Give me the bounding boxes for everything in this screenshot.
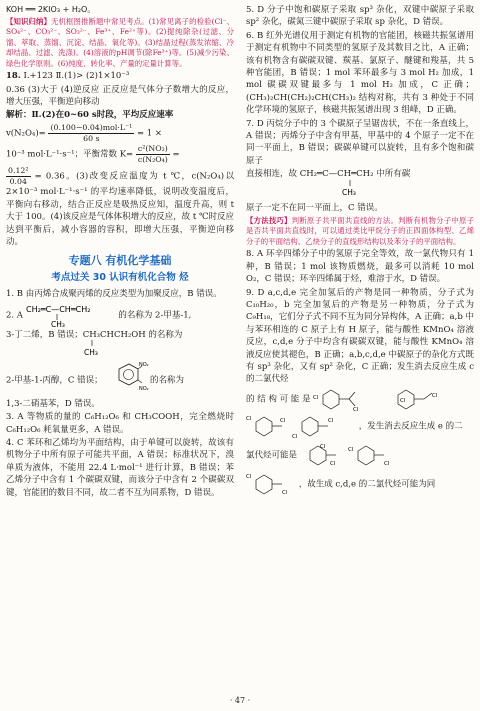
svg-text:Cl: Cl [282, 489, 288, 496]
q18-analysis [6, 109, 234, 121]
q18-number: 18. [6, 71, 21, 82]
q18-analysis-text: 解析：Ⅱ.(2)在0~60 s时段，平均反应速率 [6, 110, 174, 121]
q2-line4: 1,3-二硝基苯，D 错误。 [6, 398, 100, 409]
dichloro-structure-3 [246, 412, 356, 440]
svg-text:Cl: Cl [328, 417, 334, 424]
methyl-branch [84, 340, 104, 358]
q8-answer: 8. A 环辛四烯分子中的氢原子完全等效，故一氯代物只有 1 种，B 错误；1 mol 该物质燃烧，最多可以消耗 10 mol O₂，C 错误；环辛四烯属于烃，难溶于水，D 错误。 [246, 249, 474, 285]
q9-text3: ，发生消去反应生成 e 的二 [358, 421, 463, 432]
dichloro-structure-4 [300, 441, 410, 469]
q9-answer-part2 [246, 387, 474, 411]
right-column [246, 4, 474, 499]
svg-text:Cl: Cl [353, 406, 359, 413]
q1-answer: 1. B 由丙烯合成聚丙烯的反应类型为加聚反应，B 错误。 [6, 289, 222, 300]
q2-line3b: 的名称为 [150, 375, 185, 386]
q18-line4: = 0.36。(3)改变反应温度为 t ℃，c(N₂O₄)以 2×10⁻³ mol·L⁻¹·s⁻¹ 的平均速率降低，说明改变温度后，平衡向右移动，结合正反应是吸热反应知，温度升高，则 t 大于 100。(4)该反应是气体体积增大的反应，故 t ℃时反应达到平衡后，减小容器的容积，即增大压强，平衡逆向移动。 [6, 171, 235, 247]
method-tip [246, 216, 474, 248]
svg-text:Cl: Cl [313, 394, 319, 401]
methyl-branch-2 [342, 180, 362, 198]
equation-line: KOH ══ 2KIO₃ + H₂O。 [6, 5, 96, 14]
svg-text:CH₂═C—CH═CH₂: CH₂═C—CH═CH₂ [25, 304, 91, 314]
chapter-title: 专题八 有机化学基础 [68, 254, 172, 268]
tip-body: 无机框图推断题中常见考点。(1)常见离子的检验(Cl⁻、SO₄²⁻、CO₃²⁻、SO₃²⁻、Fe³⁺、Fe²⁺等)。(2)提纯除杂(过滤、分馏、萃取、蒸馏、沉淀、结晶、氧化等)。(3)结晶过程(蒸发浓缩、冷却结晶、过滤、洗涤)。(4)溶液的pH调节(除Fe³⁺)等。(5)减少污染、绿色化学原则。(6)纯度、转化率、产量的定量计算等。 [6, 16, 234, 68]
k-fraction [136, 144, 170, 164]
svg-text:NO₂: NO₂ [139, 361, 150, 368]
q18-answer [6, 70, 234, 82]
rate-denominator: 60 s [83, 133, 100, 143]
q2-label: 2. A [6, 310, 23, 321]
svg-text:Cl: Cl [246, 415, 252, 422]
q7-ch3-label: CH₃ [342, 187, 356, 197]
q9-text4: 氯代烃可能是 [246, 450, 298, 461]
method-tip-body: 判断原子共平面共直线的方法。判断有机物分子中原子是否共平面共直线时，可以通过类比甲烷分子的正四面体构型、乙烯分子的平面结构、乙炔分子的直线形结构以及苯分子的平面结构。 [246, 215, 474, 246]
q2-struct1-tail: 的名称为 2-甲基-1, [118, 310, 192, 321]
k-value-numerator: 0.12² [8, 165, 29, 175]
q9-answer-part4 [246, 441, 474, 469]
section-title: 考点过关 30 认识有机化合物 烃 [51, 272, 189, 284]
q18-line1: Ⅰ.+123 Ⅱ.(1)> (2)1×10⁻³ [23, 71, 130, 82]
svg-text:Cl: Cl [383, 460, 390, 467]
svg-text:CH₃: CH₃ [50, 319, 65, 329]
rate-lhs: v(N₂O₄)= [6, 128, 46, 139]
svg-text:Cl: Cl [399, 397, 406, 404]
svg-text:CH₃: CH₃ [84, 348, 98, 358]
rate-numerator: (0.100−0.04)mol·L⁻¹ [50, 122, 133, 132]
svg-text:Cl: Cl [431, 392, 438, 399]
dinitrobenzene-structure [105, 361, 150, 397]
svg-text:Cl: Cl [292, 433, 298, 440]
isoprene-structure [26, 302, 116, 328]
svg-text:Cl: Cl [246, 473, 252, 480]
q2-line3 [6, 363, 234, 397]
k-formula [6, 144, 234, 164]
rate-formula [6, 123, 234, 143]
q2-line2: 3-丁二烯，B 错误；CH₃CHCH₂OH 的名称为 [6, 329, 183, 340]
k-text: 10⁻³ mol·L⁻¹·s⁻¹；平衡常数 K= [6, 150, 134, 161]
svg-text:NO₂: NO₂ [139, 385, 150, 392]
q5-answer: 5. D 分子中饱和碳原子采取 sp³ 杂化，双键中碳原子采取 sp² 杂化，碳氮三键中碳原子采取 sp 杂化，D 错误。 [246, 5, 474, 28]
q7-methyl-branch [246, 180, 474, 202]
q9-answer-part3 [246, 412, 474, 440]
k-value-fraction [6, 166, 31, 186]
page-number: · 47 · [229, 696, 251, 706]
q7-answer-part2: 直接相连，故 CH₂═C—CH═CH₂ 中所有碳 [246, 169, 411, 180]
q7-answer-part1: 7. D 丙烷分子中的 3 个碳原子呈锯齿状，不在一条直线上，A 错误；丙烯分子中含有甲基，甲基中的 4 个原子一定不在同一平面上，B 错误；碳碳单键可以旋转，且有多个饱和碳原子 [246, 118, 474, 166]
svg-text:Cl: Cl [280, 417, 286, 424]
svg-text:Cl: Cl [319, 443, 326, 450]
q9-answer-part1: 9. D a,c,d,e 完全加氢后的产物是同一种物质，分子式为 C₁₀H₂₀，b 完全加氢后的产物是另一种物质，分子式为 C₉H₁₈，它们分子式不同不互为同分异构体，A 正确；a,b 中与苯环相连的 C 原子上有 H 原子，能与酸性 KMnO₄ 溶液反应，c,d,e 分子中均含有碳碳双键，能与酸性 KMnO₄ 溶液反应使其褪色，B 正确；a,b,c,d,e 中碳原子的杂化方式既有 sp³ 杂化，又有 sp² 杂化，C 正确；发生消去反应生成 c 的二氯代烃 [246, 287, 474, 385]
rate-fraction [48, 123, 134, 143]
k-numerator: c²(NO₂) [137, 144, 168, 154]
q7-answer-part3: 原子一定不在同一平面上，C 错误。 [246, 203, 383, 214]
dichloro-structure-2 [388, 387, 448, 411]
dichloro-structure-5 [246, 470, 296, 498]
q2-line3-text: 2-甲基-1-丙醇，C 错误； [6, 375, 103, 386]
left-column [6, 4, 234, 500]
q2-answer [6, 302, 234, 328]
q2-ch3-sub [6, 340, 234, 362]
q18-line2: 0.36 (3)大于 (4)逆反应 正反应是气体分子数增大的反应，增大压强，平衡逆向移动 [6, 84, 234, 108]
svg-text:Cl: Cl [347, 446, 354, 453]
k-equals: = [172, 150, 180, 161]
k-denominator: c(N₂O₄) [137, 155, 168, 165]
q3-answer: 3. A 等物质的量的 C₆H₁₂O₆ 和 CH₃COOH，完全燃烧时 C₆H₁₂O₆ 耗氧量更多，A 错误。 [6, 412, 234, 435]
rate-rhs: = 1 × [136, 128, 163, 139]
k-value [6, 166, 234, 249]
q9-text5: ，故生成 c,d,e 的二氯代烃可能为同 [298, 479, 436, 490]
q9-text2: 的 结 构 可 能 是 [246, 394, 311, 405]
knowledge-tip [6, 17, 234, 70]
k-value-denominator: 0.04 [9, 176, 27, 186]
q9-answer-part5 [246, 470, 474, 498]
method-tip-tag: 【方法技巧】 [246, 215, 292, 225]
tip-tag: 【知识归纳】 [6, 16, 52, 26]
q4-answer: 4. C 苯环和乙烯均为平面结构，由于单键可以旋转，故该有机物分子中所有原子可能共平面，A 错误；标准状况下，溴单质为液体，不能用 22.4 L·mol⁻¹ 进行计算，B 错误；苯乙烯分子中含有 1 个碳碳双键，而该分子中含有 2 个碳碳双键，官能团的数目不同，故二者不互为同系物，D 错误。 [6, 437, 234, 498]
q6-answer: 6. B 红外光谱仪用于测定有机物的官能团，核磁共振氢谱用于测定有机物中不同类型的氢原子及其数目之比，A 正确；该有机物含有碳碳双键、羰基、氯原子、醚键和羧基，共 5 种官能团，B 错误；1 mol 苯环最多与 3 mol H₂ 加成，1 mol 碳碳双键最多与 1 mol H₂ 加成，C 正确；(CH₃)₂CH(CH₂)₂CH(CH₃)₂ 结构对称，共有 3 种处于不同化学环境的氢原子，核磁共振氢谱出现 3 组峰，D 正确。 [246, 30, 474, 116]
svg-text:Cl: Cl [329, 460, 336, 467]
dichloro-structure-1 [313, 387, 385, 411]
